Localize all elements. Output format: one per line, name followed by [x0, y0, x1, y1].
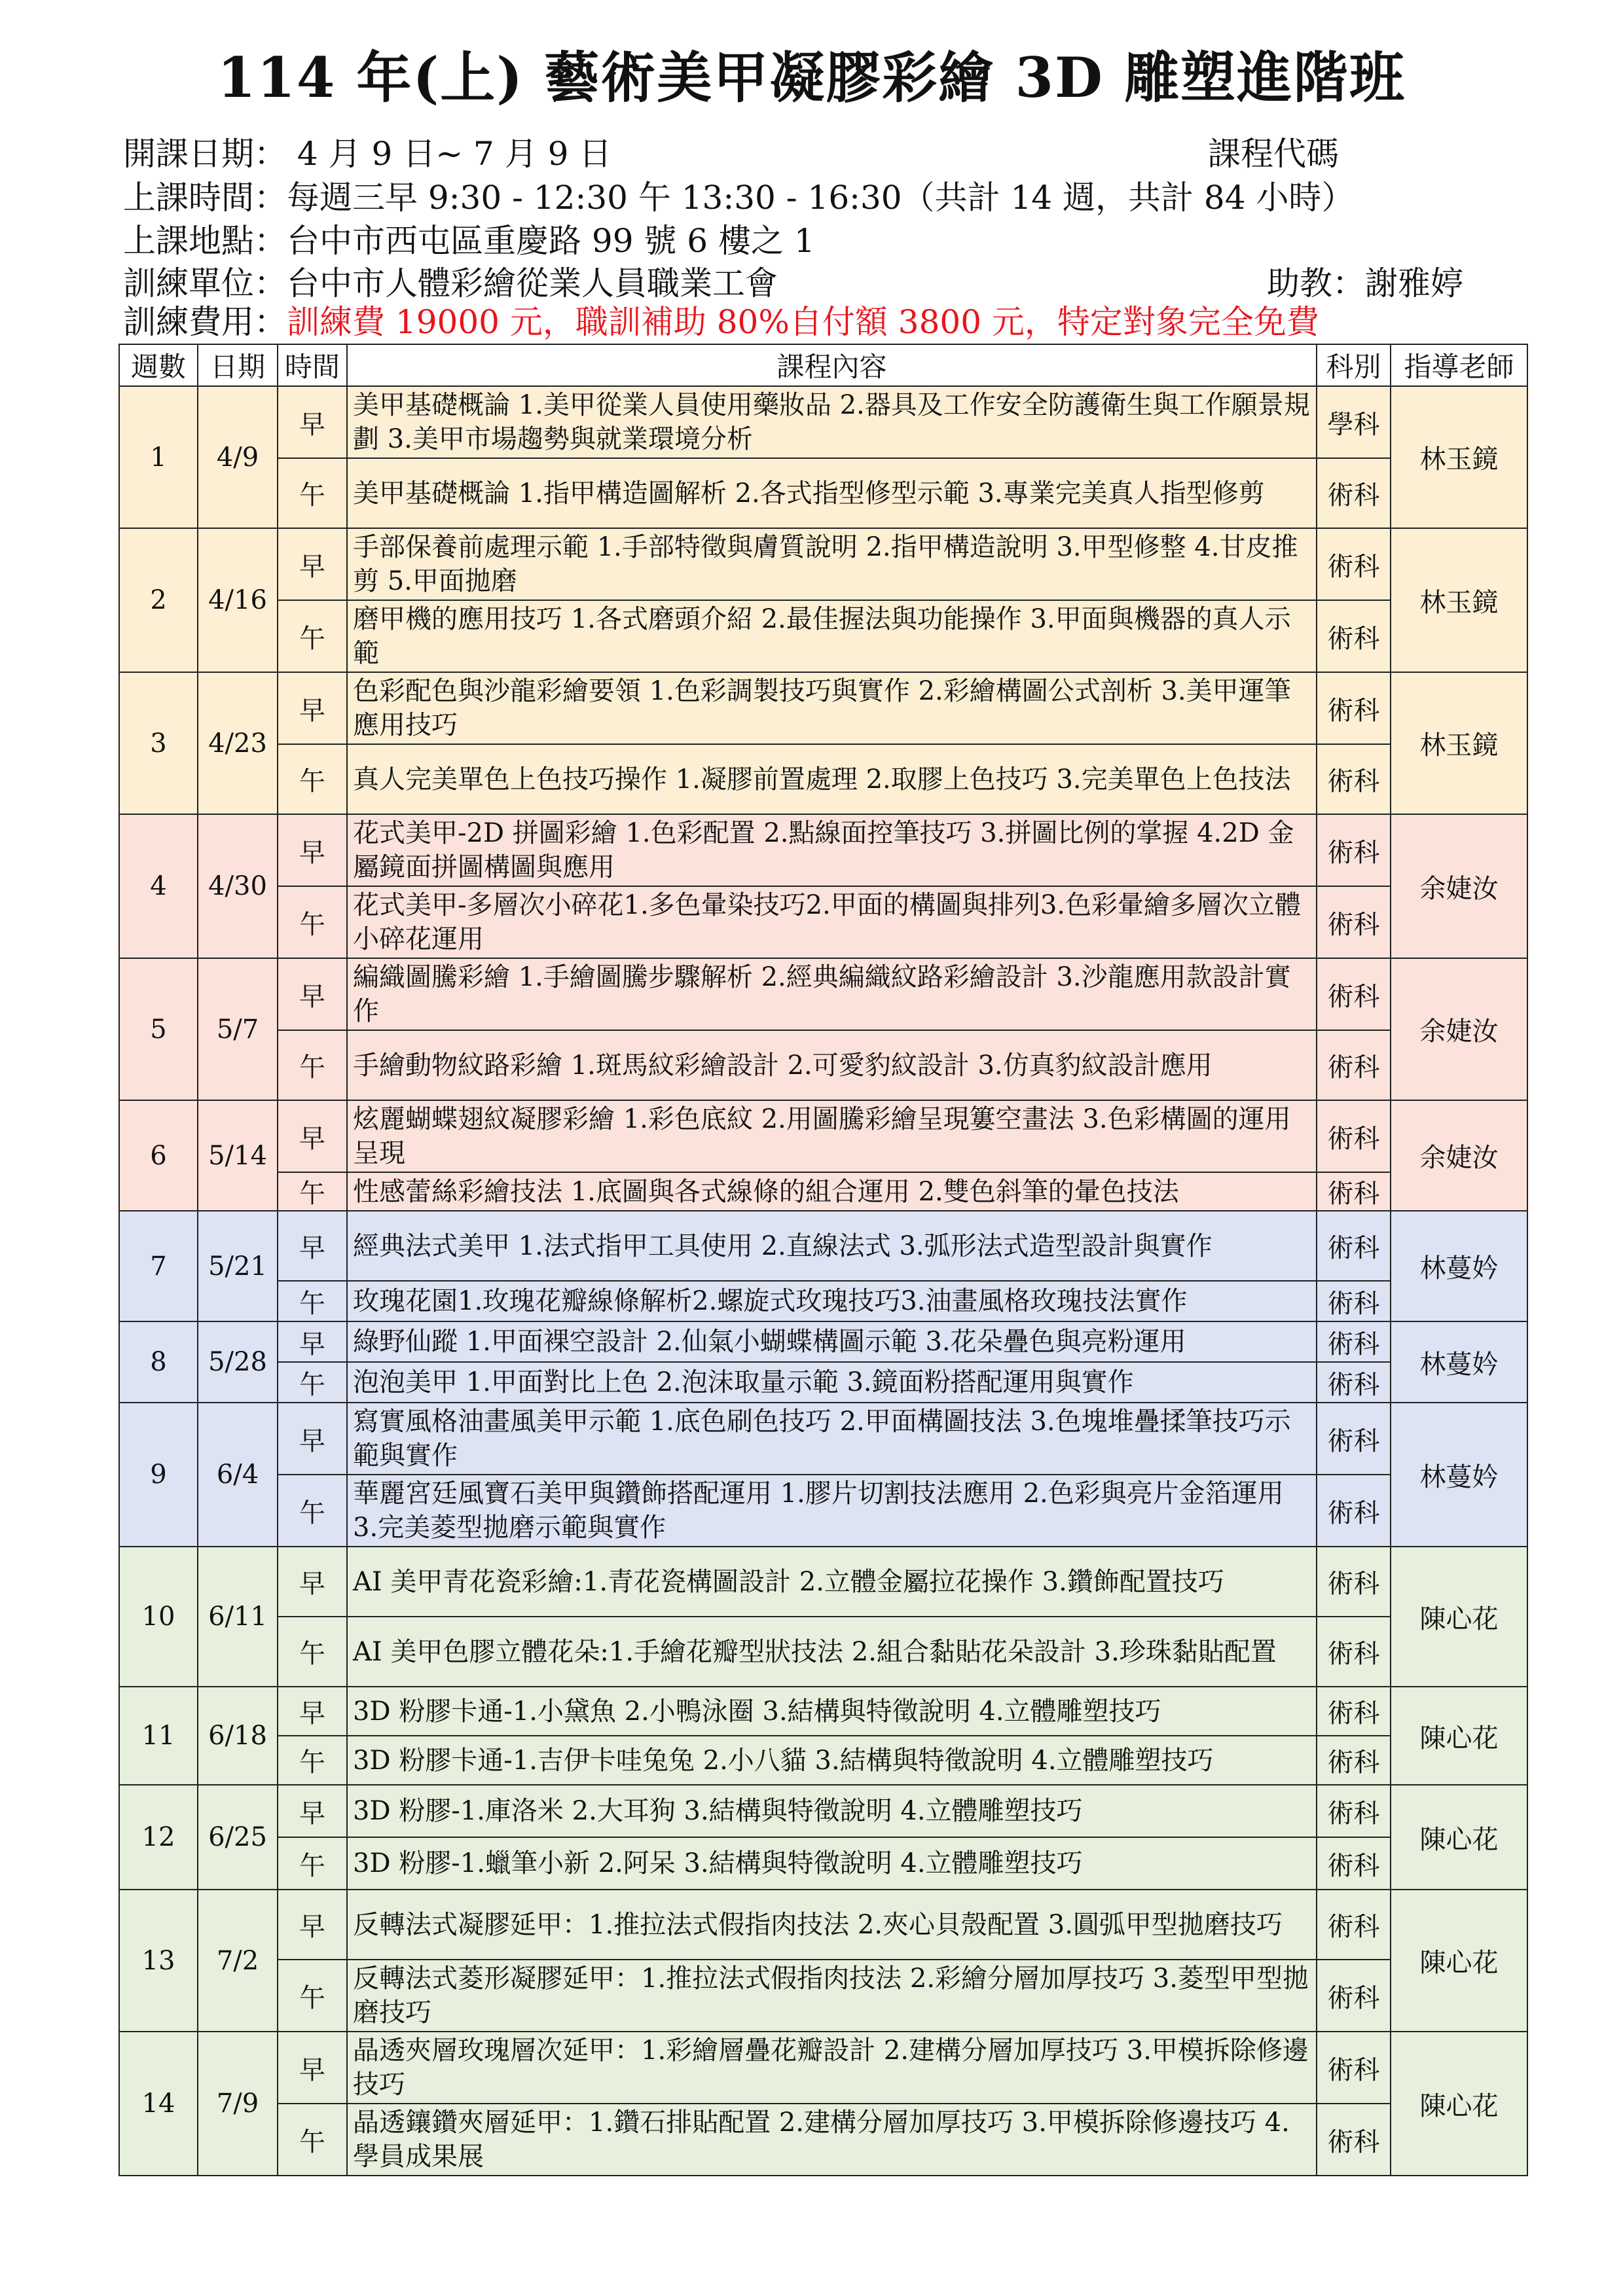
- instructor-name: 林玉鏡: [1391, 386, 1527, 528]
- session-content: 泡泡美甲 1.甲面對比上色 2.泡沫取量示範 3.鏡面粉搭配運用與實作: [347, 1362, 1317, 1403]
- instructor-name: 余婕汝: [1391, 1100, 1527, 1211]
- session-content: 編織圖騰彩繪 1.手繪圖騰步驟解析 2.經典編織紋路彩繪設計 3.沙龍應用款設計實作: [347, 958, 1317, 1030]
- session-content: 美甲基礎概論 1.指甲構造圖解析 2.各式指型修型示範 3.專業完美真人指型修剪: [347, 458, 1317, 528]
- session-time: 早: [278, 1890, 347, 1960]
- fee-value: 訓練費 19000 元，職訓補助 80%自付額 3800 元，特定對象完全免費: [287, 303, 1319, 341]
- session-time: 午: [278, 1960, 347, 2032]
- schedule-body: [119, 386, 1527, 2176]
- session-content: 華麗宮廷風寶石美甲與鑽飾搭配運用 1.膠片切割技法應用 2.色彩與亮片金箔運用 3.完美菱型拋磨示範與實作: [347, 1475, 1317, 1547]
- table-row: [119, 1837, 1527, 1890]
- session-content: AI 美甲青花瓷彩繪:1.青花瓷構圖設計 2.立體金屬拉花操作 3.鑽飾配置技巧: [347, 1547, 1317, 1617]
- week-number: 6: [119, 1100, 198, 1211]
- instructor-name: 陳心花: [1391, 1547, 1527, 1687]
- week-date: 5/28: [198, 1321, 278, 1403]
- week-number: 2: [119, 528, 198, 672]
- week-date: 6/25: [198, 1785, 278, 1890]
- session-time: 午: [278, 1172, 347, 1211]
- session-time: 午: [278, 1281, 347, 1321]
- session-subject: 術科: [1317, 886, 1391, 958]
- session-subject: 術科: [1317, 1890, 1391, 1960]
- session-subject: 術科: [1317, 1785, 1391, 1837]
- instructor-name: 林蔓妗: [1391, 1321, 1527, 1403]
- week-date: 6/18: [198, 1687, 278, 1785]
- session-subject: 術科: [1317, 1030, 1391, 1100]
- session-subject: 術科: [1317, 1281, 1391, 1321]
- session-subject: 術科: [1317, 1362, 1391, 1403]
- session-time: 早: [278, 1321, 347, 1362]
- session-content: 色彩配色與沙龍彩繪要領 1.色彩調製技巧與實作 2.彩繪構圖公式剖析 3.美甲運筆應用技巧: [347, 672, 1317, 744]
- week-date: 7/9: [198, 2032, 278, 2176]
- session-subject: 術科: [1317, 1837, 1391, 1890]
- table-row: [119, 1890, 1527, 1960]
- session-subject: 術科: [1317, 528, 1391, 600]
- table-header-row: [119, 344, 1527, 386]
- session-time: 早: [278, 1100, 347, 1172]
- week-date: 7/2: [198, 1890, 278, 2032]
- session-content: 炫麗蝴蝶翅紋凝膠彩繪 1.彩色底紋 2.用圖騰彩繪呈現簍空畫法 3.色彩構圖的運用呈現: [347, 1100, 1317, 1172]
- week-date: 4/16: [198, 528, 278, 672]
- instructor-name: 余婕汝: [1391, 958, 1527, 1100]
- session-time: 早: [278, 1785, 347, 1837]
- week-number: 12: [119, 1785, 198, 1890]
- table-row: [119, 1547, 1527, 1617]
- session-time: 午: [278, 1736, 347, 1785]
- session-time: 早: [278, 1687, 347, 1736]
- session-subject: 學科: [1317, 386, 1391, 458]
- column-header: 週數: [119, 344, 198, 386]
- session-subject: 術科: [1317, 1172, 1391, 1211]
- class-location: 上課地點：台中市西屯區重慶路 99 號 6 樓之 1: [123, 222, 815, 260]
- session-subject: 術科: [1317, 1547, 1391, 1617]
- session-content: 經典法式美甲 1.法式指甲工具使用 2.直線法式 3.弧形法式造型設計與實作: [347, 1211, 1317, 1281]
- week-date: 4/9: [198, 386, 278, 528]
- week-number: 14: [119, 2032, 198, 2176]
- week-number: 7: [119, 1211, 198, 1321]
- instructor-name: 陳心花: [1391, 1687, 1527, 1785]
- week-date: 5/14: [198, 1100, 278, 1211]
- session-content: 3D 粉膠-1.庫洛米 2.大耳狗 3.結構與特徵說明 4.立體雕塑技巧: [347, 1785, 1317, 1837]
- table-row: [119, 1736, 1527, 1785]
- week-number: 9: [119, 1403, 198, 1547]
- week-date: 6/11: [198, 1547, 278, 1687]
- table-row: [119, 2104, 1527, 2176]
- table-row: [119, 1403, 1527, 1475]
- session-time: 午: [278, 2104, 347, 2176]
- session-time: 午: [278, 458, 347, 528]
- session-time: 早: [278, 1211, 347, 1281]
- session-content: 反轉法式凝膠延甲：1.推拉法式假指肉技法 2.夾心貝殼配置 3.圓弧甲型拋磨技巧: [347, 1890, 1317, 1960]
- session-subject: 術科: [1317, 1321, 1391, 1362]
- session-content: 真人完美單色上色技巧操作 1.凝膠前置處理 2.取膠上色技巧 3.完美單色上色技法: [347, 744, 1317, 814]
- table-row: [119, 1687, 1527, 1736]
- column-header: 科別: [1317, 344, 1391, 386]
- session-content: 晶透鑲鑽夾層延甲：1.鑽石排貼配置 2.建構分層加厚技巧 3.甲模拆除修邊技巧 4.學員成果展: [347, 2104, 1317, 2176]
- table-row: [119, 1785, 1527, 1837]
- table-row: [119, 1030, 1527, 1100]
- week-number: 5: [119, 958, 198, 1100]
- session-time: 午: [278, 1475, 347, 1547]
- session-content: 手部保養前處理示範 1.手部特徵與膚質說明 2.指甲構造說明 3.甲型修整 4.甘皮推剪 5.甲面拋磨: [347, 528, 1317, 600]
- session-content: 3D 粉膠-1.蠟筆小新 2.阿呆 3.結構與特徵說明 4.立體雕塑技巧: [347, 1837, 1317, 1890]
- week-date: 5/21: [198, 1211, 278, 1321]
- instructor-name: 陳心花: [1391, 2032, 1527, 2176]
- session-content: 花式美甲-多層次小碎花1.多色暈染技巧2.甲面的構圖與排列3.色彩暈繪多層次立體小碎花運用: [347, 886, 1317, 958]
- table-row: [119, 458, 1527, 528]
- session-time: 早: [278, 1403, 347, 1475]
- course-dates: 開課日期： 4 月 9 日~ 7 月 9 日: [123, 135, 612, 173]
- session-subject: 術科: [1317, 672, 1391, 744]
- column-header: 日期: [198, 344, 278, 386]
- week-number: 3: [119, 672, 198, 814]
- table-row: [119, 886, 1527, 958]
- table-row: [119, 1362, 1527, 1403]
- column-header: 指導老師: [1391, 344, 1527, 386]
- table-row: [119, 386, 1527, 458]
- table-row: [119, 528, 1527, 600]
- session-subject: 術科: [1317, 600, 1391, 672]
- session-subject: 術科: [1317, 1960, 1391, 2032]
- instructor-name: 林玉鏡: [1391, 672, 1527, 814]
- table-row: [119, 1475, 1527, 1547]
- table-row: [119, 1100, 1527, 1172]
- session-subject: 術科: [1317, 814, 1391, 886]
- session-time: 午: [278, 886, 347, 958]
- training-unit: 訓練單位：台中市人體彩繪從業人員職業工會: [123, 264, 778, 302]
- session-content: 反轉法式菱形凝膠延甲：1.推拉法式假指肉技法 2.彩繪分層加厚技巧 3.菱型甲型拋磨技巧: [347, 1960, 1317, 2032]
- table-row: [119, 744, 1527, 814]
- fee-label: 訓練費用：: [123, 303, 287, 341]
- table-row: [119, 1617, 1527, 1687]
- table-row: [119, 672, 1527, 744]
- session-time: 早: [278, 528, 347, 600]
- session-subject: 術科: [1317, 1617, 1391, 1687]
- table-row: [119, 1211, 1527, 1281]
- session-time: 午: [278, 1617, 347, 1687]
- session-time: 早: [278, 1547, 347, 1617]
- week-number: 1: [119, 386, 198, 528]
- session-subject: 術科: [1317, 1736, 1391, 1785]
- instructor-name: 余婕汝: [1391, 814, 1527, 958]
- session-time: 早: [278, 2032, 347, 2104]
- session-subject: 術科: [1317, 1211, 1391, 1281]
- week-date: 6/4: [198, 1403, 278, 1547]
- session-content: 玫瑰花園1.玫瑰花瓣線條解析2.螺旋式玫瑰技巧3.油畫風格玫瑰技法實作: [347, 1281, 1317, 1321]
- session-time: 午: [278, 1030, 347, 1100]
- session-subject: 術科: [1317, 2032, 1391, 2104]
- session-content: AI 美甲色膠立體花朵:1.手繪花瓣型狀技法 2.組合黏貼花朵設計 3.珍珠黏貼配置: [347, 1617, 1317, 1687]
- table-row: [119, 2032, 1527, 2104]
- session-subject: 術科: [1317, 958, 1391, 1030]
- week-number: 13: [119, 1890, 198, 2032]
- instructor-name: 林蔓妗: [1391, 1403, 1527, 1547]
- table-row: [119, 1960, 1527, 2032]
- session-subject: 術科: [1317, 1403, 1391, 1475]
- week-number: 8: [119, 1321, 198, 1403]
- session-time: 午: [278, 600, 347, 672]
- week-date: 4/23: [198, 672, 278, 814]
- session-subject: 術科: [1317, 458, 1391, 528]
- session-time: 午: [278, 744, 347, 814]
- training-fee: [123, 302, 1319, 342]
- session-content: 寫實風格油畫風美甲示範 1.底色刷色技巧 2.甲面構圖技法 3.色塊堆疊揉筆技巧示範與實作: [347, 1403, 1317, 1475]
- teaching-assistant: 助教：謝雅婷: [1267, 264, 1463, 302]
- session-time: 早: [278, 814, 347, 886]
- instructor-name: 林蔓妗: [1391, 1211, 1527, 1321]
- table-row: [119, 1172, 1527, 1211]
- table-row: [119, 1321, 1527, 1362]
- instructor-name: 林玉鏡: [1391, 528, 1527, 672]
- session-time: 早: [278, 672, 347, 744]
- course-code-label: 課程代碼: [1208, 135, 1339, 173]
- week-date: 5/7: [198, 958, 278, 1100]
- week-number: 4: [119, 814, 198, 958]
- session-time: 午: [278, 1837, 347, 1890]
- session-time: 午: [278, 1362, 347, 1403]
- page-title: 114 年(上) 藝術美甲凝膠彩繪 3D 雕塑進階班: [217, 45, 1406, 110]
- session-subject: 術科: [1317, 1475, 1391, 1547]
- class-time: 上課時間：每週三早 9:30 - 12:30 午 13:30 - 16:30（共計 14 週，共計 84 小時）: [123, 179, 1355, 217]
- session-content: 性感蕾絲彩繪技法 1.底圖與各式線條的組合運用 2.雙色斜筆的暈色技法: [347, 1172, 1317, 1211]
- table-row: [119, 1281, 1527, 1321]
- table-row: [119, 814, 1527, 886]
- instructor-name: 陳心花: [1391, 1785, 1527, 1890]
- instructor-name: 陳心花: [1391, 1890, 1527, 2032]
- session-subject: 術科: [1317, 744, 1391, 814]
- session-content: 3D 粉膠卡通-1.小黛魚 2.小鴨泳圈 3.結構與特徵說明 4.立體雕塑技巧: [347, 1687, 1317, 1736]
- session-content: 綠野仙蹤 1.甲面裸空設計 2.仙氣小蝴蝶構圖示範 3.花朵疊色與亮粉運用: [347, 1321, 1317, 1362]
- session-content: 磨甲機的應用技巧 1.各式磨頭介紹 2.最佳握法與功能操作 3.甲面與機器的真人示範: [347, 600, 1317, 672]
- column-header: 課程內容: [347, 344, 1317, 386]
- session-content: 美甲基礎概論 1.美甲從業人員使用藥妝品 2.器具及工作安全防護衛生與工作願景規劃 3.美甲市場趨勢與就業環境分析: [347, 386, 1317, 458]
- session-content: 花式美甲-2D 拼圖彩繪 1.色彩配置 2.點線面控筆技巧 3.拼圖比例的掌握 4.2D 金屬鏡面拼圖構圖與應用: [347, 814, 1317, 886]
- session-time: 早: [278, 958, 347, 1030]
- session-content: 3D 粉膠卡通-1.吉伊卡哇兔兔 2.小八貓 3.結構與特徵說明 4.立體雕塑技巧: [347, 1736, 1317, 1785]
- table-row: [119, 600, 1527, 672]
- session-content: 晶透夾層玫瑰層次延甲：1.彩繪層疊花瓣設計 2.建構分層加厚技巧 3.甲模拆除修邊技巧: [347, 2032, 1317, 2104]
- week-date: 4/30: [198, 814, 278, 958]
- table-row: [119, 958, 1527, 1030]
- session-subject: 術科: [1317, 1687, 1391, 1736]
- week-number: 11: [119, 1687, 198, 1785]
- session-content: 手繪動物紋路彩繪 1.斑馬紋彩繪設計 2.可愛豹紋設計 3.仿真豹紋設計應用: [347, 1030, 1317, 1100]
- column-header: 時間: [278, 344, 347, 386]
- session-subject: 術科: [1317, 2104, 1391, 2176]
- session-time: 早: [278, 386, 347, 458]
- session-subject: 術科: [1317, 1100, 1391, 1172]
- week-number: 10: [119, 1547, 198, 1687]
- schedule-table: [119, 344, 1528, 2176]
